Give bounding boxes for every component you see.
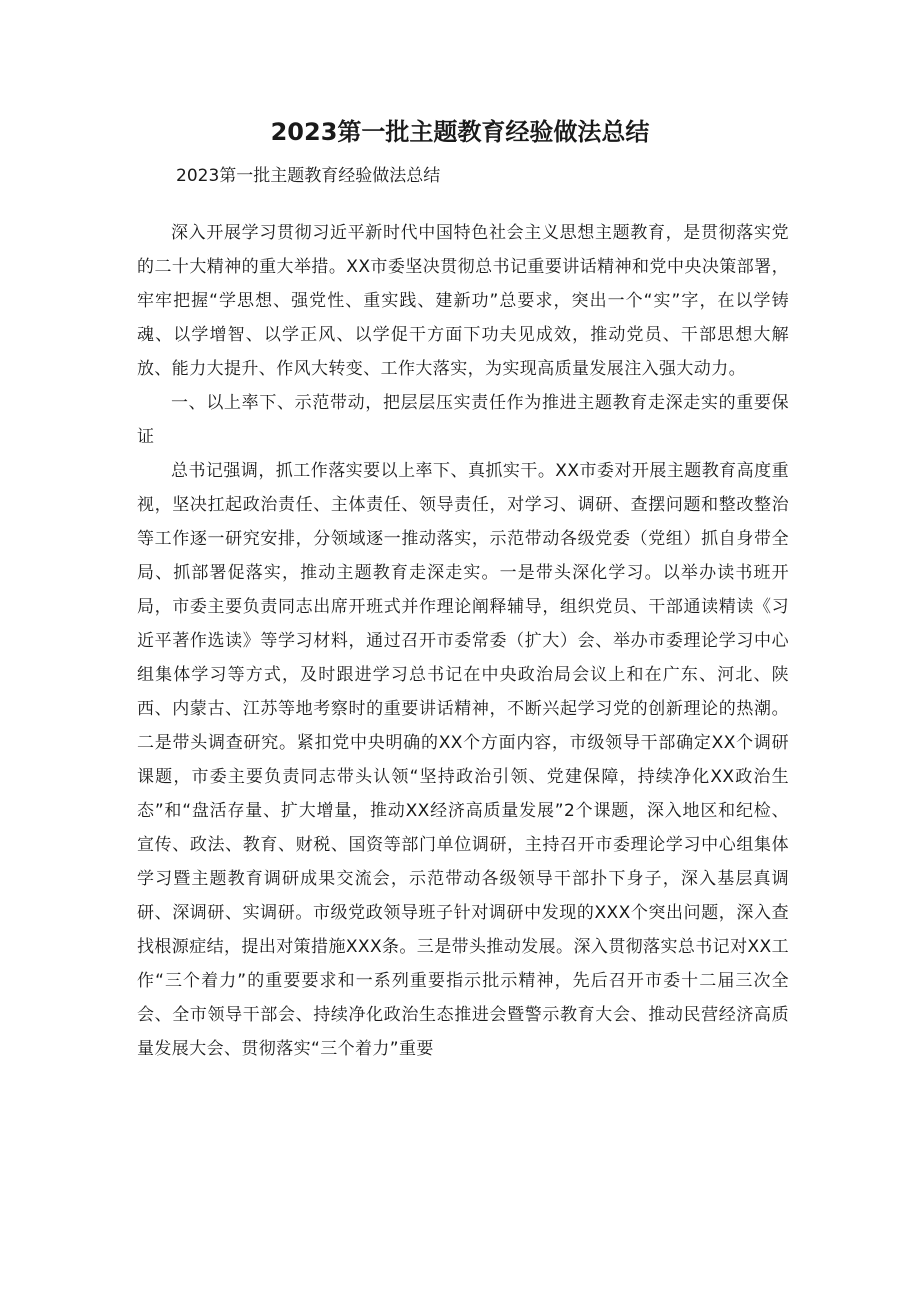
- paragraph-section-1: 总书记强调，抓工作落实要以上率下、真抓实干。XX市委对开展主题教育高度重视，坚决扛起政治责任、主体责任、领导责任，对学习、调研、查摆问题和整改整治等工作逐一研究安排，分领域逐一推动落实，示范带动各级党委（党组）抓自身带全局、抓部署促落实，推动主题教育走深走实。一是带头深化学习。以举办读书班开局，市委主要负责同志出席开班式并作理论阐释辅导，组织党员、干部通读精读《习近平著作选读》等学习材料，通过召开市委常委（扩大）会、举办市委理论学习中心组集体学习等方式，及时跟进学习总书记在中央政治局会议上和在广东、河北、陕西、内蒙古、江苏等地考察时的重要讲话精神，不断兴起学习党的创新理论的热潮。二是带头调查研究。紧扣党中央明确的XX个方面内容，市级领导干部确定XX个调研课题，市委主要负责同志带头认领“坚持政治引领、党建保障，持续净化XX政治生态”和“盘活存量、扩大增量，推动XX经济高质量发展”2个课题，深入地区和纪检、宣传、政法、教育、财税、国资等部门单位调研，主持召开市委理论学习中心组集体学习暨主题教育调研成果交流会，示范带动各级领导干部扑下身子，深入基层真调研、深调研、实调研。市级党政领导班子针对调研中发现的XXX个突出问题，深入查找根源症结，提出对策措施XXX条。三是带头推动发展。深入贯彻落实总书记对XX工作“三个着力”的重要要求和一系列重要指示批示精神，先后召开市委十二届三次全会、全市领导干部会、持续净化政治生态推进会暨警示教育大会、推动民营经济高质量发展大会、贯彻落实“三个着力”重要: [137, 461, 789, 1059]
- paragraph-intro: 深入开展学习贯彻习近平新时代中国特色社会主义思想主题教育，是贯彻落实党的二十大精神的重大举措。XX市委坚决贯彻总书记重要讲话精神和党中央决策部署，牢牢把握“学思想、强党性、重实践、建新功”总要求，突出一个“实”字，在以学铸魂、以学增智、以学正风、以学促干方面下功夫见成效，推动党员、干部思想大解放、能力大提升、作风大转变、工作大落实，为实现高质量发展注入强大动力。: [137, 223, 789, 379]
- section-heading-1: 一、以上率下、示范带动，把层层压实责任作为推进主题教育走深走实的重要保证: [137, 393, 789, 447]
- document-subtitle: 2023第一批主题教育经验做法总结: [176, 166, 441, 186]
- document-title: 2023第一批主题教育经验做法总结: [270, 118, 650, 146]
- document-body: [137, 216, 789, 1066]
